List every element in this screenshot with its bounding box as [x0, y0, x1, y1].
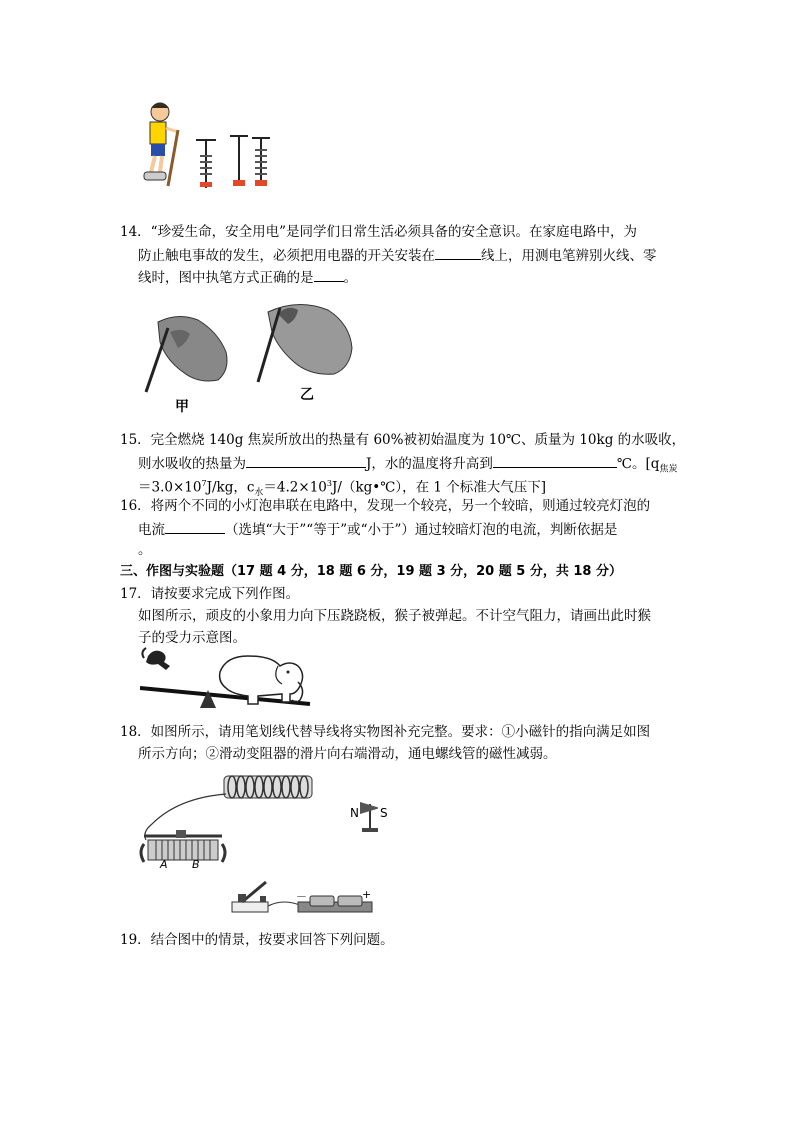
q15-sub: 水 [254, 488, 264, 499]
q14-line-1: 14．“珍爱生命，安全用电”是同学们日常生活必须具备的安全意识。在家庭电路中，为 [120, 224, 637, 240]
q15-text: ℃。[q [616, 456, 660, 472]
q14-line-2 [138, 245, 657, 265]
answer-blank[interactable] [435, 245, 481, 260]
elephant-seesaw-figure [140, 642, 320, 714]
q18-line-1: 18．如图所示，请用笔划线代替导线将实物图补充完整。要求：①小磁针的指向满足如图 [120, 724, 651, 740]
q19-line-1: 19．结合图中的情景，按要求回答下列问题。 [120, 932, 394, 948]
section-3-heading: 三、作图与实验题（17 题 4 分，18 题 6 分，19 题 3 分，20 题 5 分，共 18 分） [120, 564, 622, 579]
q16-line-3: 。 [138, 542, 152, 558]
test-pen-grip-figure [138, 292, 358, 422]
pogo-stick-figure [138, 100, 278, 192]
q15-sup: 7 [201, 479, 207, 488]
battery-plus-label: + [362, 888, 372, 901]
q17-line-1: 17．请按要求完成下列作图。 [120, 586, 300, 602]
q16-text: （选填“大于”“等于”或“小于”）通过较暗灯泡的电流，判断依据是 [225, 522, 618, 538]
q15-text: ＝3.0×10 [138, 479, 202, 496]
compass-s-label: S [380, 806, 388, 820]
q15-text: J/kg，c [206, 479, 255, 496]
q15-sub: 焦炭 [659, 464, 678, 475]
label-jia: 甲 [175, 399, 189, 415]
label-yi: 乙 [300, 387, 314, 403]
q15-text: 则水吸收的热量为 [138, 456, 246, 472]
q14-text: 线时，图中执笔方式正确的是 [138, 270, 314, 286]
q17-line-3: 子的受力示意图。 [138, 630, 246, 646]
q14-text: 线上，用测电笔辨别火线、零 [481, 248, 657, 264]
q15-text: J/（kg•℃），在 1 个标准大气压下] [331, 479, 547, 496]
compass-n-label: N [350, 806, 359, 820]
q16-line-2 [138, 519, 617, 539]
q14-line-3 [138, 267, 357, 287]
q15-text: ＝4.2×10 [263, 479, 327, 496]
rheostat-a-label: A [160, 858, 168, 871]
answer-blank[interactable] [314, 267, 344, 282]
q15-sup: 3 [326, 479, 332, 488]
q17-line-2: 如图所示，顽皮的小象用力向下压跷跷板，猴子被弹起。不计空气阻力，请画出此时猴 [138, 608, 651, 624]
q16-line-1: 16．将两个不同的小灯泡串联在电路中，发现一个较亮，另一个较暗，则通过较亮灯泡的 [120, 498, 651, 514]
rheostat-b-label: B [192, 858, 200, 871]
q18-line-2: 所示方向；②滑动变阻器的滑片向右端滑动，通电螺线管的磁性减弱。 [138, 746, 557, 762]
answer-blank[interactable] [246, 453, 366, 468]
answer-blank[interactable] [165, 519, 225, 534]
answer-blank[interactable] [493, 453, 617, 468]
battery-minus-label: － [296, 890, 307, 903]
q15-text: J，水的温度将升高到 [366, 456, 493, 472]
q16-text: 电流 [138, 522, 165, 538]
q15-line-1: 15．完全燃烧 140g 焦炭所放出的热量有 60%被初始温度为 10℃、质量为 10kg 的水吸收， [120, 432, 686, 448]
circuit-figure [138, 768, 378, 920]
q14-text: 防止触电事故的发生，必须把用电器的开关安装在 [138, 248, 435, 264]
q14-text: 。 [343, 270, 357, 286]
